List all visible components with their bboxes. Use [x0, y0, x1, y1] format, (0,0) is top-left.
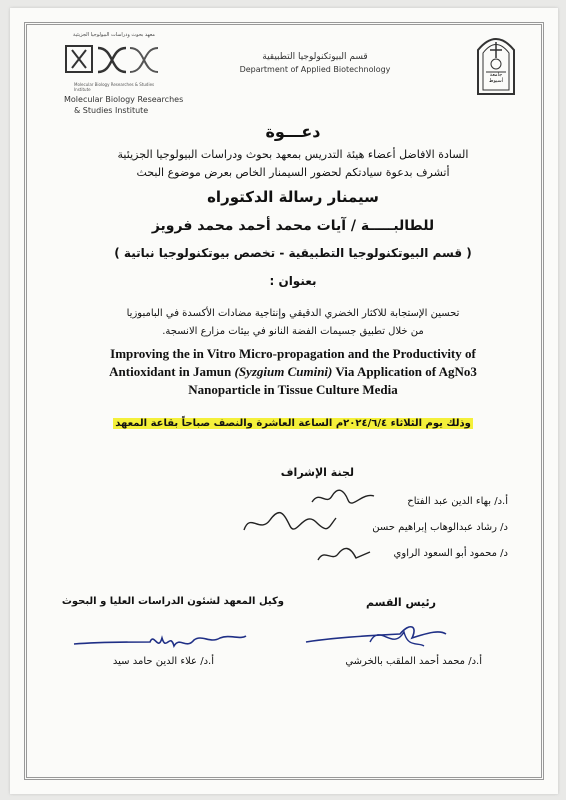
university-seal: [474, 28, 518, 98]
seal-text: جامعة أسيوط: [488, 72, 504, 84]
thesis-title-en-line1: Improving the in Vitro Micro-propagation and the Productivity of: [110, 346, 476, 361]
thesis-title-en-line2: [50, 364, 536, 380]
thesis-title-en-line3: Nanoparticle in Tissue Culture Media: [188, 382, 398, 397]
institute-logo-icon: [64, 40, 164, 80]
student-name: للطالبـــــة / آيات محمد أحمد محمد فرويز: [151, 218, 435, 234]
seminar-datetime: وذلك يوم الثلاثاء ٢٠٢٤/٦/٤م الساعة العاشرة والنصف صباحاً بقاعة المعهد: [115, 418, 471, 429]
species-name: (Syzgium Cumini): [234, 364, 333, 379]
invitation-document: [10, 8, 558, 794]
titled-label: بعنوان :: [269, 274, 317, 288]
committee-member-3: د/ محمود أبو السعود الراوي: [393, 548, 508, 559]
thesis-title-en-line2-a: Antioxidant in Jamun: [109, 364, 235, 379]
vice-dean-label: وكيل المعهد لشئون الدراسات العليا و البحوث: [61, 596, 284, 607]
signature-member-1: [308, 486, 378, 510]
institute-name-line1: Molecular Biology Researches: [64, 95, 184, 104]
seminar-title: سيمنار رسالة الدكتوراه: [207, 188, 379, 206]
head-of-department-label: رئيس القسم: [366, 596, 436, 609]
committee-member-1: أ.د/ بهاء الدين عبد الفتاح: [407, 496, 508, 507]
head-of-department-name: أ.د/ محمد أحمد الملقب بالخرشي: [345, 656, 482, 667]
seminar-datetime-row: [50, 418, 536, 429]
department-name-ar: قسم البيوتكنولوجيا التطبيقية: [262, 52, 368, 62]
committee-heading: لجنة الإشراف: [280, 466, 354, 479]
department-header: [220, 52, 410, 74]
signature-member-2: [240, 508, 340, 538]
seal-emblem-icon: [474, 28, 518, 98]
invite-line: أتشرف بدعوة سيادتكم لحضور السيمنار الخاص بعرض موضوع البحث: [136, 166, 450, 179]
signature-member-3: [314, 542, 374, 568]
logo-sub-text: Molecular Biology Researches & Studies Institute: [74, 82, 155, 92]
signature-vice-dean: [70, 622, 250, 658]
invitation-title: دعـــوة: [265, 122, 321, 141]
student-department: ( قسم البيوتكنولوجيا التطبيقية - تخصص بيوتكنولوجيا نباتية ): [114, 246, 472, 260]
institute-name-en: [64, 94, 214, 116]
committee-member-2: د/ رشاد عبدالوهاب إبراهيم حسن: [372, 522, 508, 533]
signature-head-of-department: [300, 612, 450, 662]
addressee-line: السادة الافاضل أعضاء هيئة التدريس بمعهد بحوث ودراسات البيولوجيا الجزيئية: [117, 148, 469, 161]
logo-top-text: معهد بحوث ودراسات البيولوجيا الجزيئية: [73, 32, 155, 38]
institute-name-line2: & Studies Institute: [74, 106, 149, 115]
thesis-title-en-line2-c: Via Application of AgNo3: [332, 364, 477, 379]
department-name-en: Department of Applied Biotechnology: [239, 65, 391, 74]
thesis-title-ar-line1: تحسين الإستجابة للاكثار الخضري الدقيقي وإنتاجية مضادات الأكسدة في البامبوزيا: [126, 308, 460, 319]
vice-dean-name: أ.د/ علاء الدين حامد سيد: [112, 656, 214, 667]
thesis-title-ar-line2: من خلال تطبيق جسيمات الفضة النانو في بيئات مزارع الانسجة.: [162, 326, 424, 337]
